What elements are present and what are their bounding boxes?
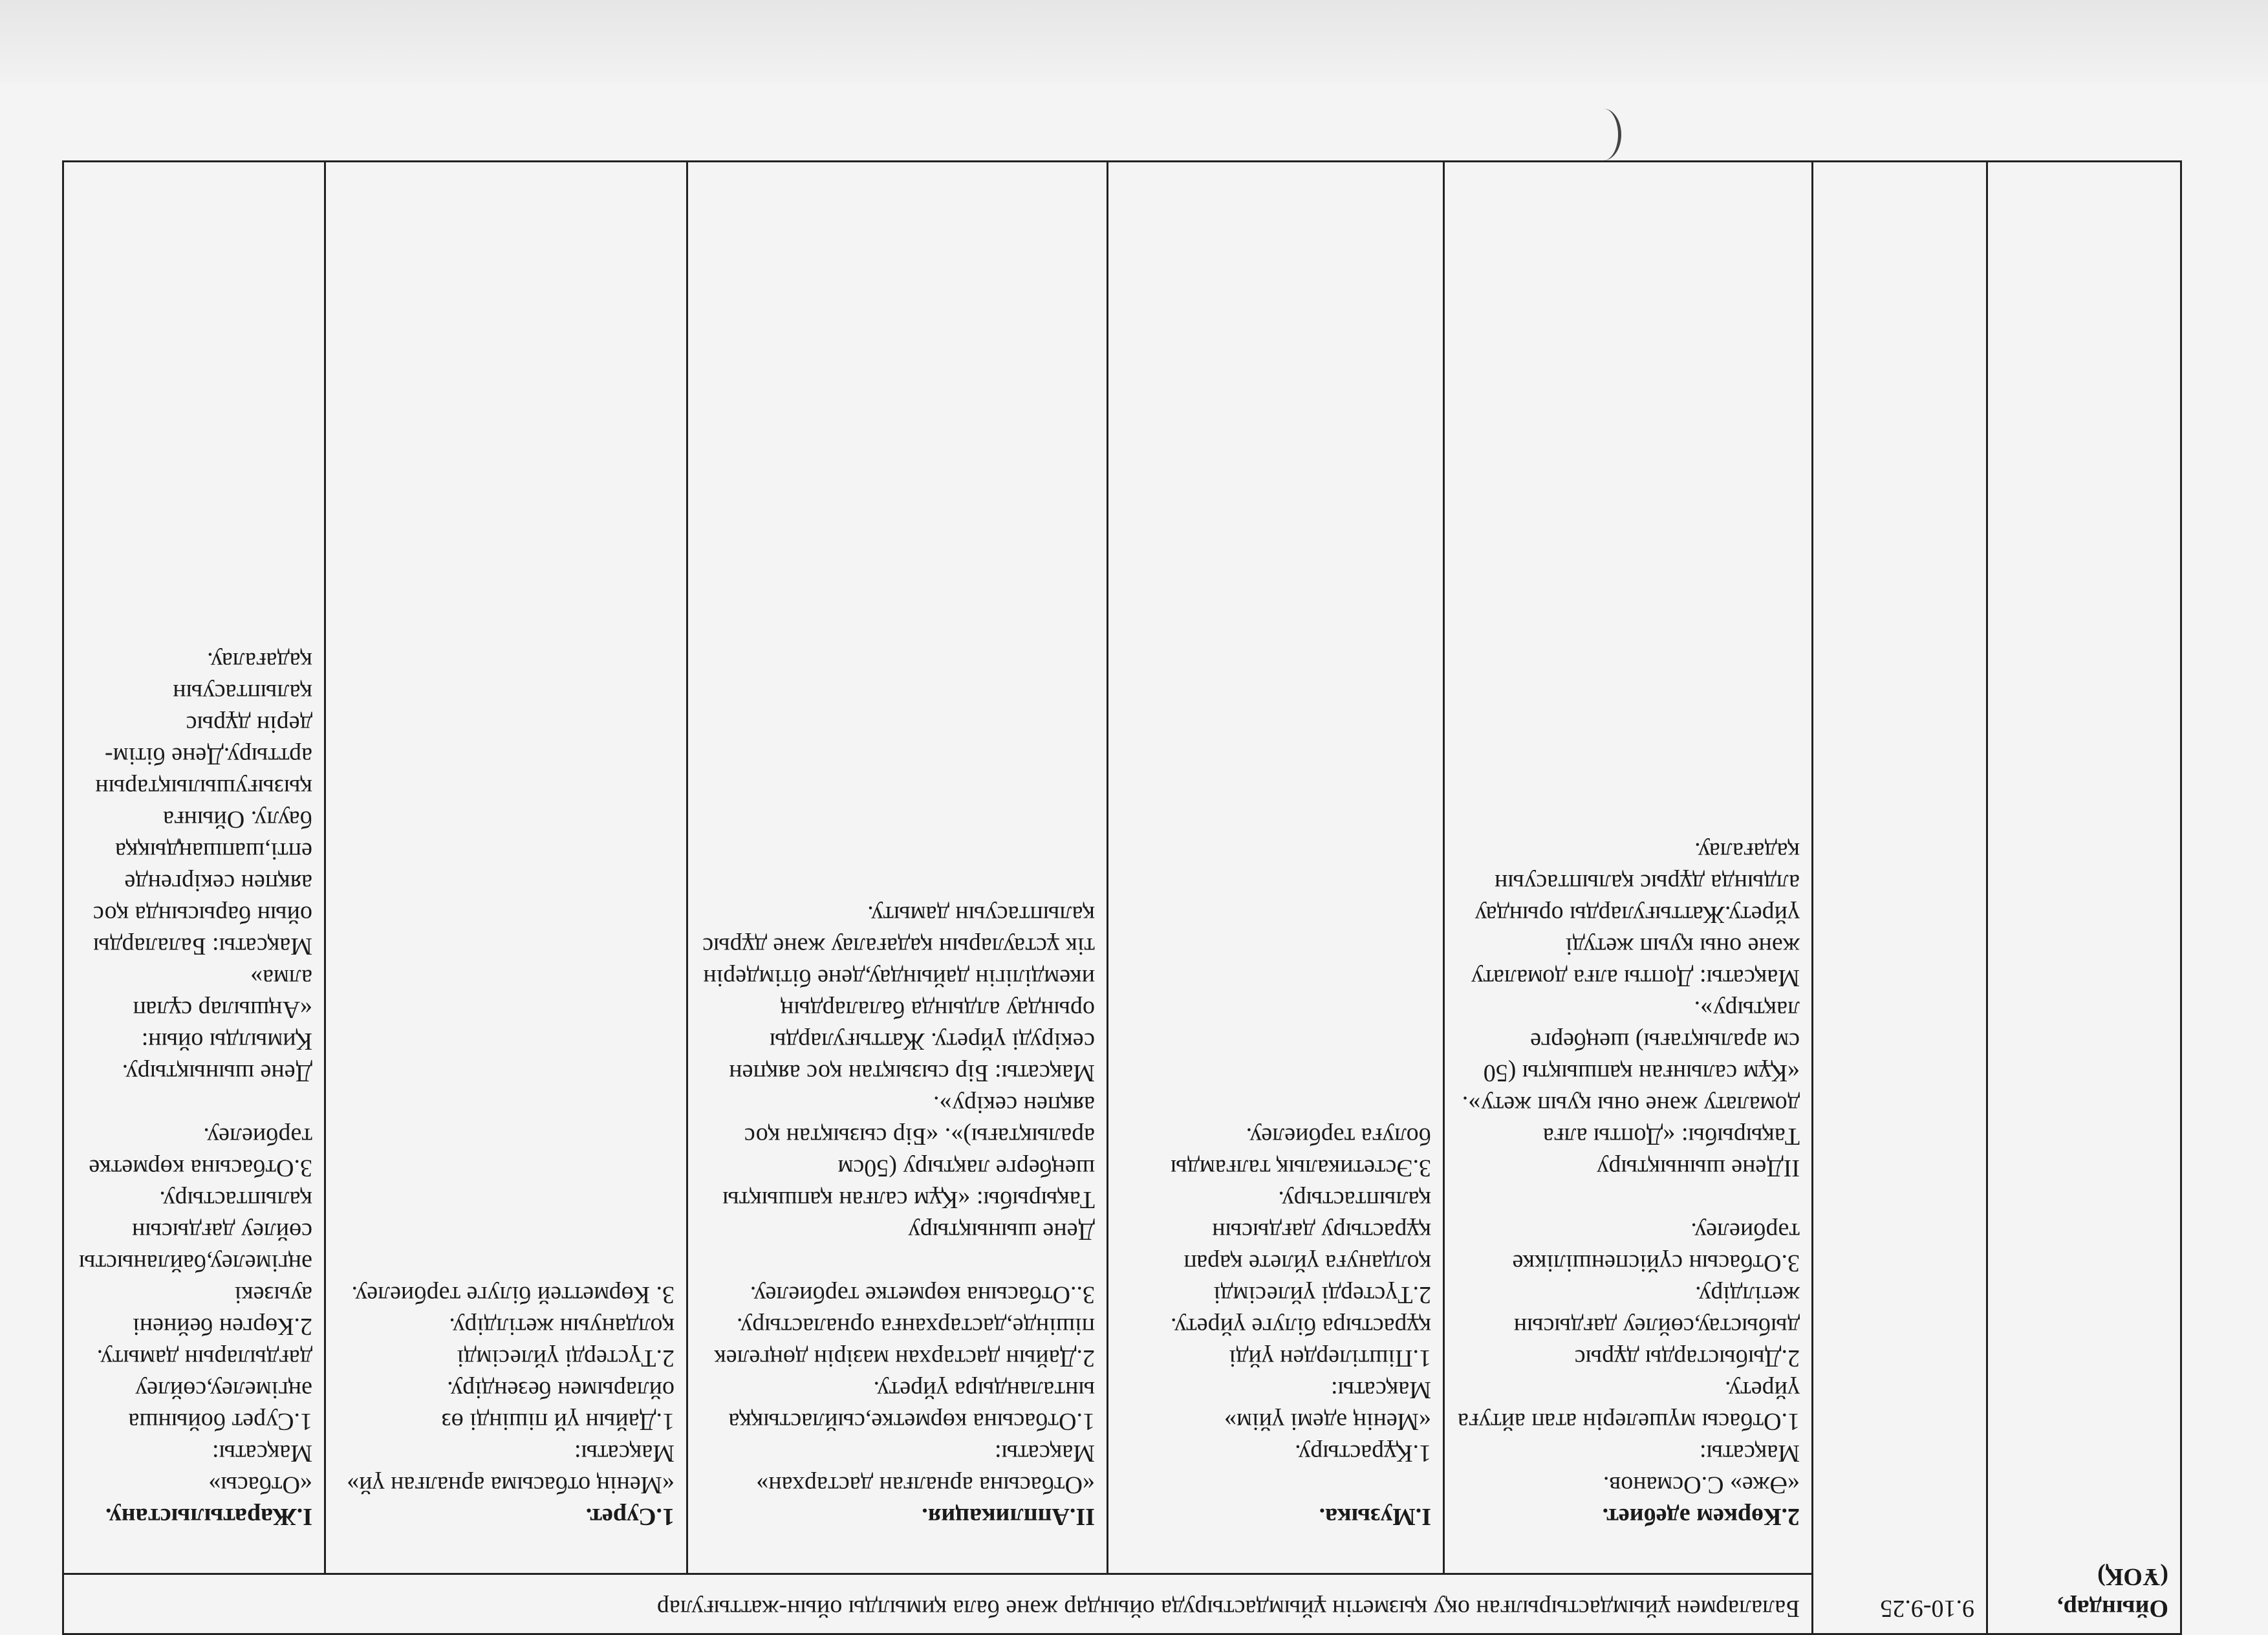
cell-title: 1.Сурет. bbox=[585, 1503, 675, 1530]
banner-cell: Балалармен ұйымдастырылған оқу қызметін ұйымдастыруда ойындар және бала қимылды ойын-жаттығулар bbox=[63, 1574, 1812, 1634]
date-cell: 9.10-9.25 bbox=[1813, 162, 1987, 1634]
scan-margin bbox=[0, 0, 2268, 83]
day-cell-2 bbox=[1108, 162, 1444, 1574]
day-cell-5 bbox=[63, 162, 325, 1574]
row-header: Ойындар, (ҰОҚ) bbox=[1987, 162, 2181, 1634]
cell-title: 2.Көркем әдебиет. bbox=[1602, 1503, 1800, 1530]
cell-title: II.Аппликация. bbox=[922, 1503, 1095, 1530]
schedule-table bbox=[62, 160, 2182, 1635]
day-cell-4 bbox=[325, 162, 687, 1574]
pen-mark bbox=[1586, 109, 1621, 160]
cell-body: «Отбасы» Мақсаты: 1.Сурет бойынша әңгімелеу,сөйлеу дағдыларын дамыту. 2.Көрген бейнені ауызекі әңгімелеу,байланысты сөйлеу дағдысын қалыптастыру. 3.Отбасына көрметке тәрбиелеу. Дене шынықтыру. Қимылды ойын: «Аңшылар сұлап алма» Мақсаты: Балаларды ойын барысында қос аяқпен секіргенде епті,шапшаңдыққа баулу. Ойынға қызығушылықтарын арттыру.Дене бітім-дерін дұрыс қалыптасуын қадағалау. bbox=[78, 647, 312, 1499]
cell-title: I.Музыка. bbox=[1319, 1503, 1431, 1530]
day-cell-1 bbox=[1444, 162, 1813, 1574]
cell-body: «Әже» С.Османов. Мақсаты: 1.Отбасы мүшелерін атап айтуға үйрету. 2.Дыбыстарды дұрыс дыбыстау,сөйлеу дағдысын жетілдіру. 3.Отбасын сүйіспеншілікке тәрбиелеу. IIДене шынықтыру Тақырыбы: «Допты алға домалату және оны қуып жету». «Құм салынған қапшықты (50 см аралықтағы) шеңберге лақтыру». Мақсаты: Допты алға домалату және оны қуып жетуді үйрету.Жаттығуларды орындау алдында дұрыс қалыптасуын қадағалау. bbox=[1458, 838, 1800, 1499]
cell-body: «Отбасына арналған дастархан» Мақсаты: 1.Отбасына көрметке,сыйластыққа ынталандыра үйрету. 2.Дайын дастархан мазірін дөңгелек пішінде,дастарханға орналастыру. 3..Отбасына көрметке тәрбиелеу. Дене шынықтыру Тақырыбы: «Құм салған қапшықты шеңберге лақтыру (50см аралықтағы)». «Бір сызықтан қос аяқпен секіру». Мақсаты: Бір сызықтан қос аяқпен секіруді үйрету. Жаттығуларды орындау алдында балалардың икемділігін дайындау,дене бітімдерін тік ұстауларын қадағалау және дұрыс қалыптасуын дамыту. bbox=[702, 901, 1095, 1499]
banner-row bbox=[63, 1574, 2181, 1634]
cell-body: 1.Құрастыру. «Менің әдемі үйім» Мақсаты: 1.Піштілерден үйді құрастыра білуге үйрету. 2.Түстерді үйлесімді қолдануға үйлете қарап құрастыру дағдысын қалыптастыру. 3.Эстетикалық талғамды болуға тәрбиелеу. bbox=[1170, 1123, 1431, 1467]
cell-body: «Менің отбасыма арналған үй» Мақсаты: 1.Дайын үй пішінді өз ойларымен безендіру. 2.Түстерді үйлесімді қолдануын жетілдіру. 3. Көрметтей білуге тәрбиелеу. bbox=[347, 1281, 675, 1499]
day-cell-3 bbox=[687, 162, 1108, 1574]
cell-title: I.Жаратылыстану. bbox=[105, 1503, 312, 1530]
